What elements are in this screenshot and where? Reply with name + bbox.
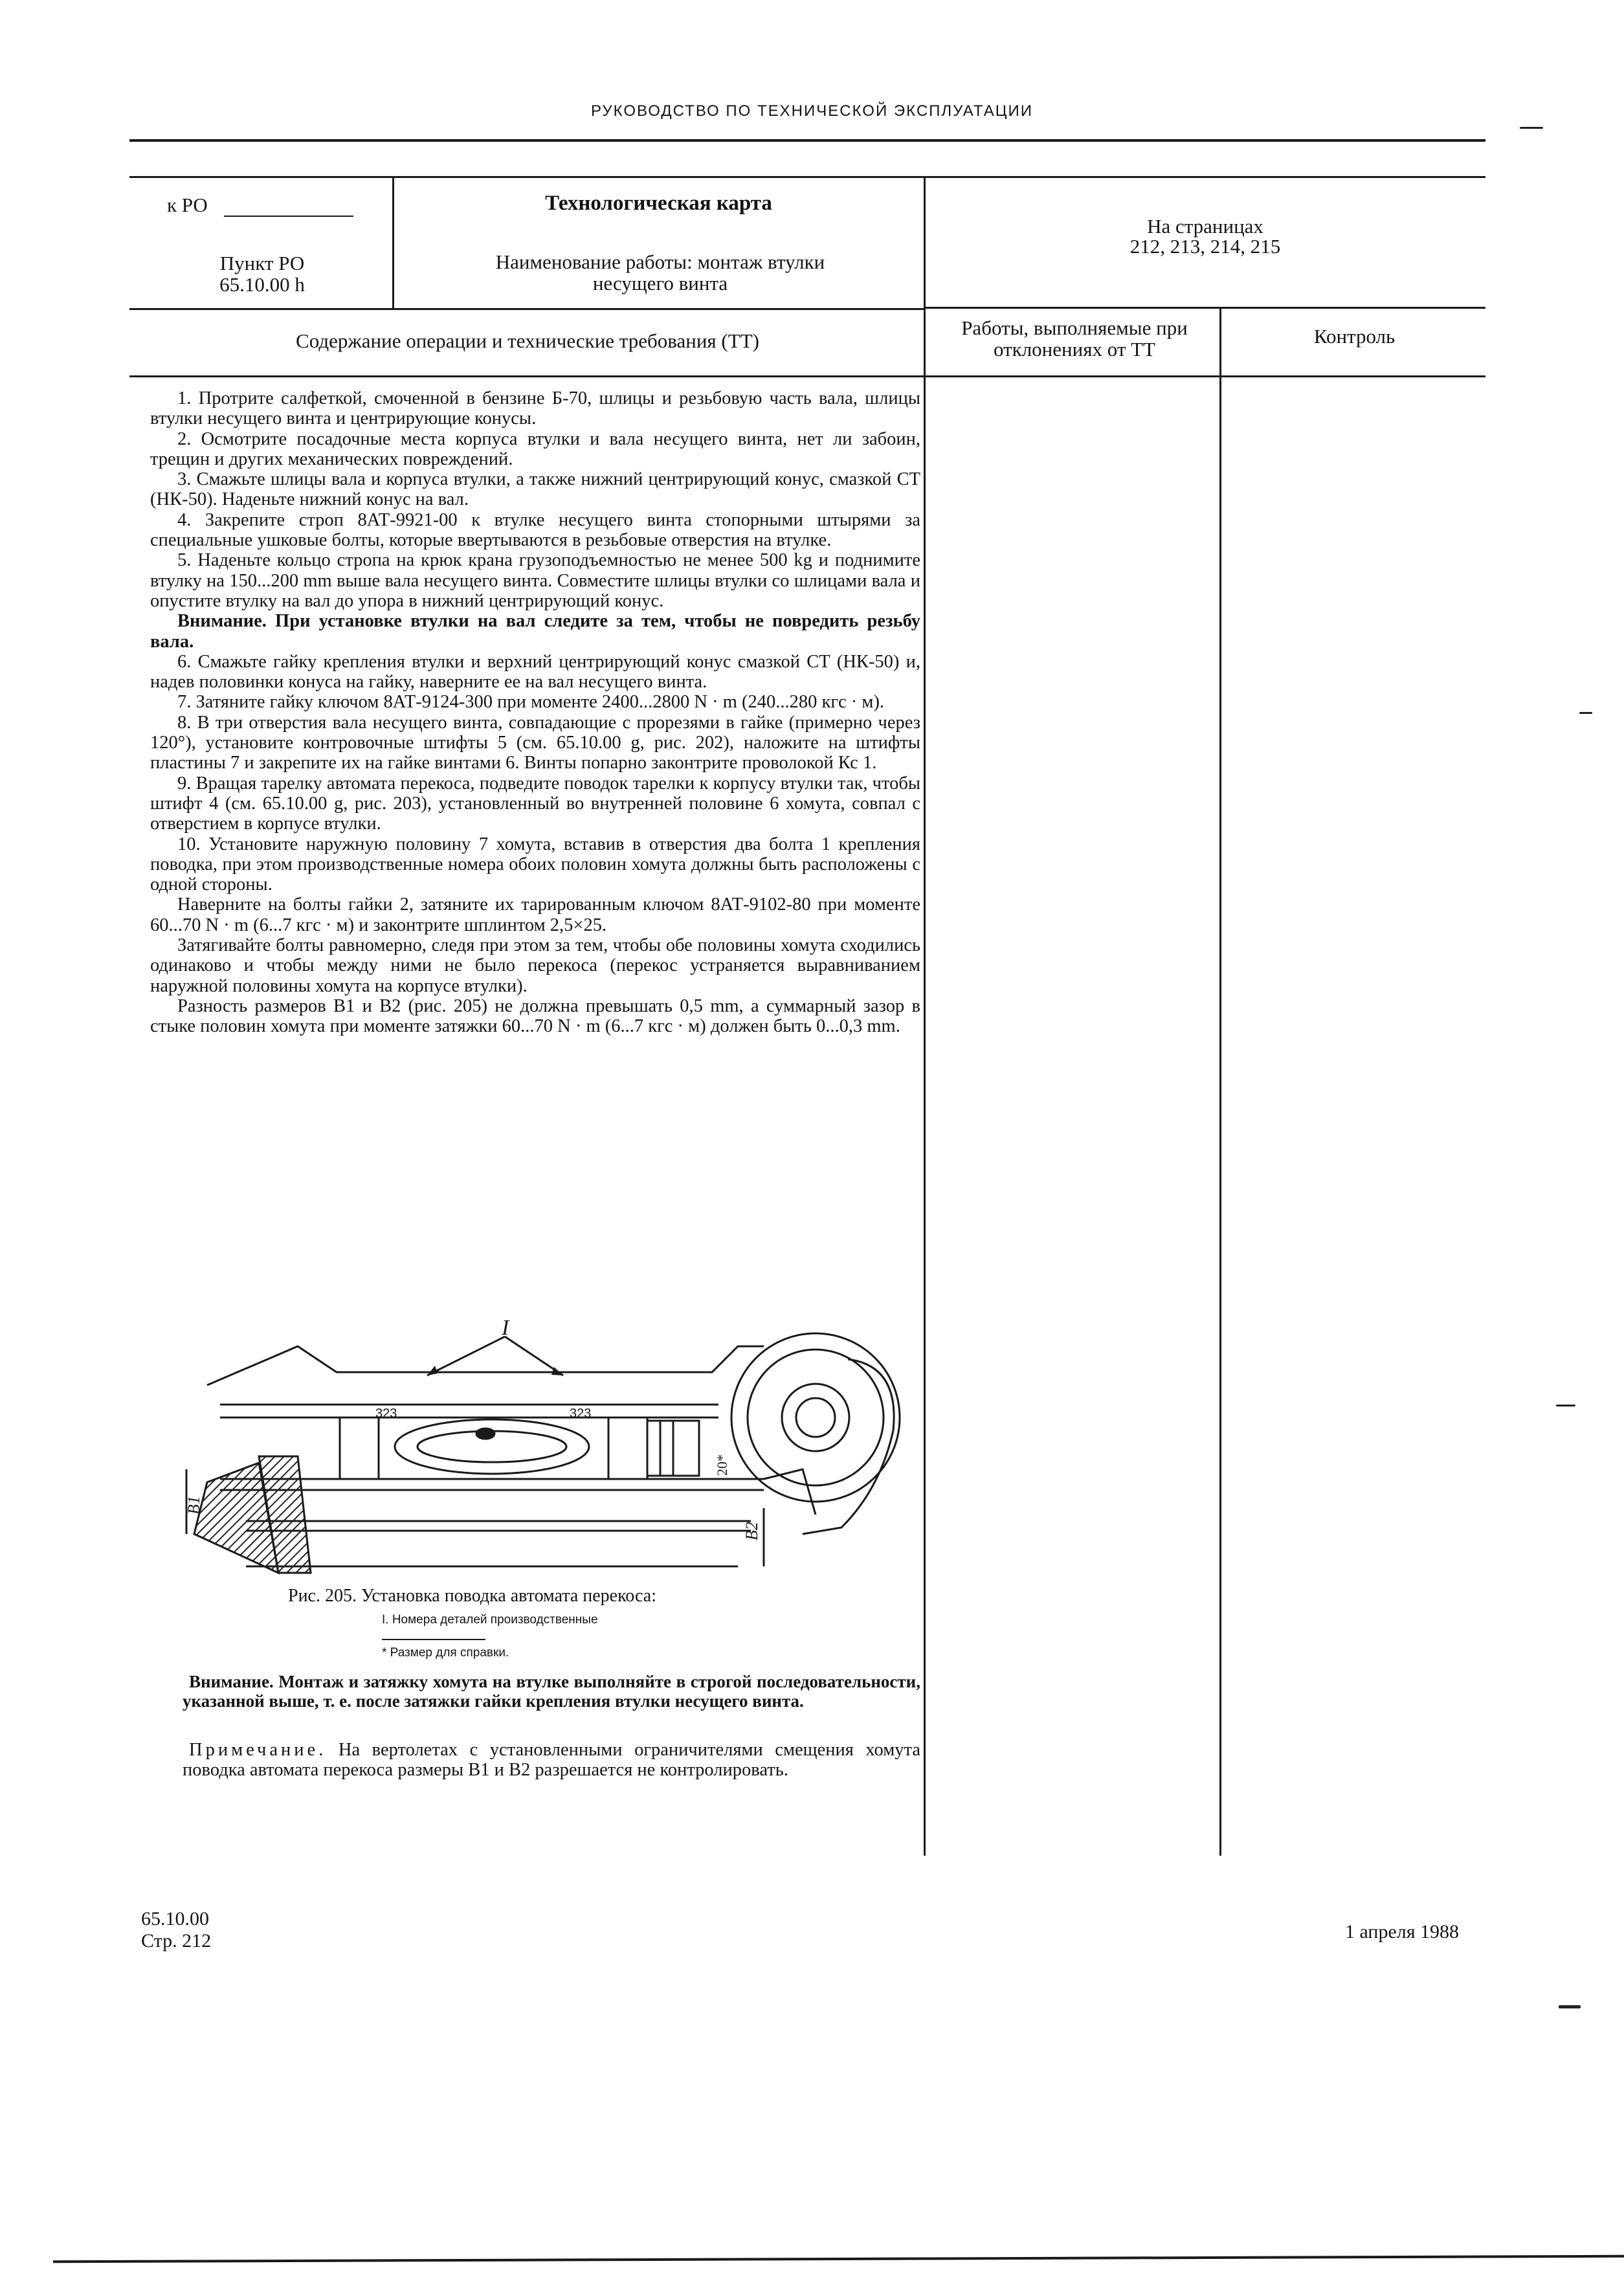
figure-205-drawing <box>181 1320 913 1592</box>
table-col-rule <box>924 176 926 1856</box>
footer-page: Стр. 212 <box>141 1930 212 1951</box>
ro-reference <box>167 194 361 216</box>
step: 6. Смажьте гайку крепления втулки и верхний центрирующий конус смазкой СТ (НК-50) и, надев половинки конуса на гайку, наверните ее на вал несущего винта. <box>150 651 920 693</box>
ro-reference-label: к РО <box>167 194 208 216</box>
ro-reference-blank <box>224 216 353 217</box>
note-text: На вертолетах с установленными ограничителями смещения хомута поводка автомата перекоса размеры B1 и B2 разрешается не контролировать. <box>183 1740 920 1780</box>
step: 9. Вращая тарелку автомата перекоса, подведите поводок тарелки к корпусу втулки так, чтобы штифт 4 (см. 65.10.00 g, рис. 203), установленный во внутренней половине 6 хомута, совпал с отверстием в корпусе втулки. <box>150 773 920 834</box>
pages-label: На страницах <box>1147 215 1263 238</box>
table-col-rule <box>1219 308 1221 1856</box>
step: 2. Осмотрите посадочные места корпуса втулки и вала несущего винта, нет ли забоин, трещин и других механических повреждений. <box>150 428 920 469</box>
footer-code: 65.10.00 <box>141 1908 209 1929</box>
pages-values: 212, 213, 214, 215 <box>1129 235 1281 258</box>
step: 8. В три отверстия вала несущего винта, совпадающие с прорезями в гайке (примерно через 120°), установите контровочные штифты 5 (см. 65.10.00 g, рис. 202), наложите на штифты пластины 7 и закрепите их на гайке винтами 6. Винты попарно законтрите проволокой Кс 1. <box>150 712 920 773</box>
figure-legend: I. Номера деталей производственные <box>382 1613 598 1627</box>
step: Затягивайте болты равномерно, следя при этом за тем, чтобы обе половины хомута сходились одинаково и чтобы между ними не было перекоса (перекос устраняется выравниванием наружной половины хомута на корпусе втулки). <box>150 935 920 996</box>
table-rule <box>129 308 926 310</box>
margin-mark <box>1579 712 1592 714</box>
column-content-header: Содержание операции и технические требования (ТТ) <box>296 329 759 352</box>
figure-number-label: 323 <box>570 1406 592 1421</box>
table-rule <box>129 375 1485 377</box>
table-col-rule <box>392 176 394 309</box>
work-name: Наименование работы: монтаж втулки несущего винта <box>495 250 825 295</box>
running-header: РУКОВОДСТВО ПО ТЕХНИЧЕСКОЙ ЭКСПЛУАТАЦИИ <box>590 102 1034 120</box>
operation-content <box>150 388 920 1037</box>
figure-b2-label: B2 <box>742 1522 761 1540</box>
margin-mark <box>1520 127 1543 129</box>
column-control-header: Контроль <box>1313 325 1396 348</box>
figure-callout-label: I <box>502 1320 509 1340</box>
bottom-rule <box>53 2255 1624 2263</box>
step: 1. Протрите салфеткой, смоченной в бензине Б-70, шлицы и резьбовую часть вала, шлицы втулки несущего винта и центрирующие конусы. <box>150 388 920 429</box>
note <box>183 1740 920 1780</box>
figure-caption: Рис. 205. Установка поводка автомата перекоса: <box>288 1586 656 1606</box>
margin-mark <box>1559 2005 1581 2008</box>
figure-footnote: * Размер для справки. <box>382 1646 509 1660</box>
item-label: Пункт РО <box>219 252 305 274</box>
step: 5. Наденьте кольцо стропа на крюк крана грузоподъемностью не менее 500 kg и поднимите втулку на 150...200 mm выше вала несущего винта. Совместите шлицы втулки со шлицами вала и опустите втулку на вал до упора в нижний центрирующий конус. <box>150 550 920 611</box>
step: 4. Закрепите строп 8АТ-9921-00 к втулке несущего винта стопорными штырями за специальные ушковые болты, которые ввертываются в резьбовые отверстия на втулке. <box>150 509 920 551</box>
column-deviations-header: Работы, выполняемые при отклонениях от ТТ <box>961 317 1188 361</box>
step: 3. Смажьте шлицы вала и корпуса втулки, а также нижний центрирующий конус, смазкой СТ (НК-50). Наденьте нижний конус на вал. <box>150 469 920 510</box>
step: Разность размеров B1 и B2 (рис. 205) не должна превышать 0,5 mm, а суммарный зазор в стыке половин хомута при моменте затяжки 60...70 N · m (6...7 кгс · м) должен быть 0...0,3 mm. <box>150 995 920 1037</box>
note-label: Примечание. <box>189 1740 327 1760</box>
footer-date: 1 апреля 1988 <box>1345 1921 1460 1942</box>
warning-sequence: Внимание. Монтаж и затяжку хомута на втулке выполняйте в строгой последовательности, указанной выше, т. е. после затяжки гайки крепления втулки несущего винта. <box>183 1672 920 1711</box>
figure-dimension-label: 20* <box>714 1454 730 1476</box>
table-rule-top <box>129 176 1485 178</box>
step: 10. Установите наружную половину 7 хомута, вставив в отверстия два болта 1 крепления поводка, при этом производственные номера обоих половин хомута должны быть расположены с одной стороны. <box>150 834 920 895</box>
card-title: Технологическая карта <box>545 192 772 215</box>
margin-mark <box>1556 1405 1575 1406</box>
table-rule <box>926 307 1485 309</box>
header-rule <box>129 139 1485 142</box>
warning-thread: Внимание. При установке втулки на вал следите за тем, чтобы не повредить резьбу вала. <box>150 611 920 652</box>
step: Наверните на болты гайки 2, затяните их тарированным ключом 8АТ-9102-80 при моменте 60...70 N · m (6...7 кгс · м) и законтрите шплинтом 2,5×25. <box>150 895 920 935</box>
figure-b1-label: B1 <box>184 1496 203 1515</box>
step: 7. Затяните гайку ключом 8АТ-9124-300 при моменте 2400...2800 N · m (240...280 кгс · м). <box>177 692 885 713</box>
footnote-rule <box>382 1639 485 1640</box>
item-value: 65.10.00 h <box>219 273 305 296</box>
figure-number-label: 323 <box>375 1406 397 1421</box>
